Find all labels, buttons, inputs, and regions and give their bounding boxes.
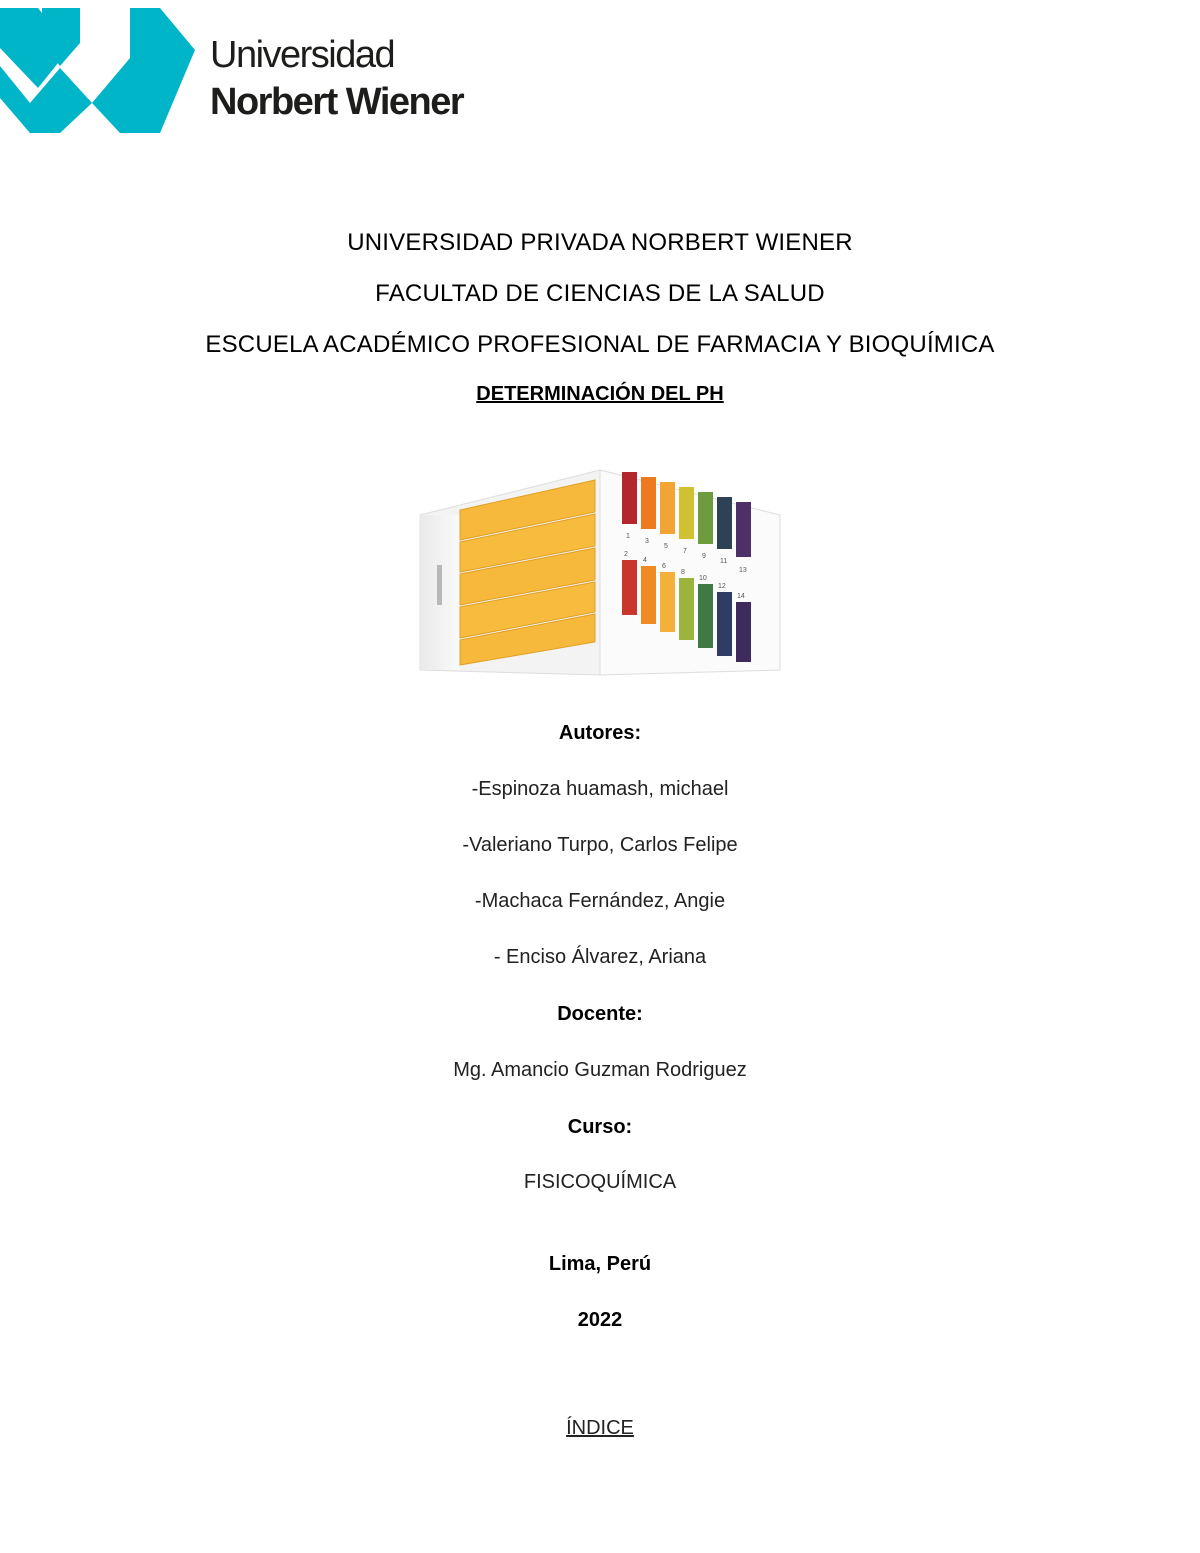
index-heading[interactable]: ÍNDICE — [566, 1417, 634, 1439]
logo-wordmark — [210, 36, 463, 121]
ph-bottom-number: 2 — [624, 551, 628, 558]
logo-line-2: Norbert Wiener — [210, 81, 464, 123]
university-logo — [0, 8, 480, 133]
ph-top-number: 5 — [664, 543, 668, 550]
ph-swatch-3 — [641, 477, 656, 529]
place: Lima, Perú — [548, 1253, 652, 1275]
ph-swatch-10 — [698, 584, 713, 648]
ph-swatch-8 — [679, 578, 694, 640]
ph-top-number: 7 — [683, 548, 687, 555]
ph-bottom-number: 14 — [737, 593, 745, 600]
ph-swatch-11 — [717, 497, 732, 549]
ph-swatch-13 — [736, 502, 751, 557]
school-name: ESCUELA ACADÉMICO PROFESIONAL DE FARMACIA Y BIOQUÍMICA — [205, 331, 995, 358]
year: 2022 — [577, 1309, 623, 1331]
ph-swatch-2 — [622, 560, 637, 615]
faculty-name: FACULTAD DE CIENCIAS DE LA SALUD — [375, 280, 825, 307]
ph-bottom-number: 8 — [681, 569, 685, 576]
university-name: UNIVERSIDAD PRIVADA NORBERT WIENER — [347, 229, 853, 256]
ph-top-number: 1 — [626, 533, 630, 540]
ph-bottom-number: 12 — [718, 583, 726, 590]
course-name: FISICOQUÍMICA — [523, 1171, 677, 1193]
author-item: -Machaca Fernández, Angie — [474, 890, 726, 912]
ph-swatch-7 — [679, 487, 694, 539]
ph-swatch-14 — [736, 602, 751, 662]
author-item: - Enciso Álvarez, Ariana — [493, 946, 707, 968]
ph-swatch-4 — [641, 566, 656, 624]
logo-line-1: Universidad — [210, 34, 395, 76]
ph-top-number: 9 — [702, 553, 706, 560]
author-item: -Espinoza huamash, michael — [471, 778, 729, 800]
ph-top-number: 11 — [720, 558, 728, 565]
ph-swatch-9 — [698, 492, 713, 544]
ph-swatch-6 — [660, 572, 675, 632]
document-title: DETERMINACIÓN DEL PH — [476, 383, 724, 405]
ph-top-number: 3 — [645, 538, 649, 545]
teacher-label: Docente: — [557, 1003, 643, 1025]
authors-label: Autores: — [558, 722, 642, 744]
teacher-name: Mg. Amancio Guzman Rodriguez — [453, 1059, 747, 1081]
ph-swatch-1 — [622, 472, 637, 524]
course-label: Curso: — [567, 1116, 633, 1138]
ph-swatch-5 — [660, 482, 675, 534]
ph-swatch-12 — [717, 592, 732, 656]
ph-bottom-number: 10 — [699, 575, 707, 582]
logo-mark-icon — [0, 8, 195, 133]
author-item: -Valeriano Turpo, Carlos Felipe — [462, 834, 738, 856]
ph-paper-booklet-image — [415, 460, 785, 678]
ph-bottom-number: 4 — [643, 557, 647, 564]
ph-bottom-number: 6 — [662, 563, 666, 570]
ph-top-number: 13 — [739, 567, 747, 574]
